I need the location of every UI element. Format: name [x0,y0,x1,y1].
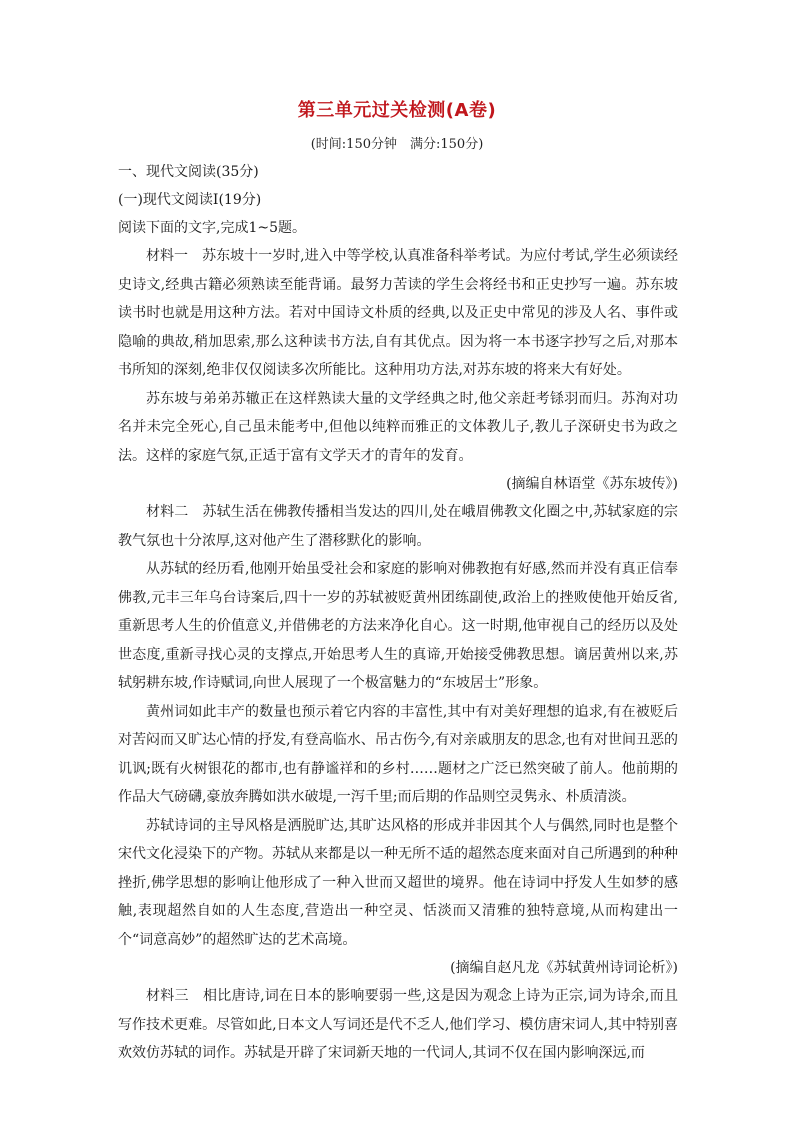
subsection-heading: (一)现代文阅读Ⅰ(19分) [118,192,262,208]
reading-instruction: 阅读下面的文字,完成1~5题。 [118,220,306,236]
document-body [118,158,678,1068]
material-1-paragraph-2: 苏东坡与弟弟苏辙正在这样熟读大量的文学经典之时,他父亲赶考铩羽而归。苏洵对功名并未完全死心,自己虽未能考中,但他以纯粹而雅正的文体教儿子,教儿子深研史书为政之法。这样的家庭气氛,正适于富有文学天才的青年的发育。 [118,390,678,464]
material-3-paragraph-1: 材料三 相比唐诗,词在日本的影响要弱一些,这是因为观念上诗为正宗,词为诗余,而且写作技术更难。尽管如此,日本文人写词还是代不乏人,他们学习、模仿唐宋词人,其中特别喜欢效仿苏轼的词作。苏轼是开辟了宋词新天地的一代词人,其词不仅在国内影响深远,而 [118,988,678,1061]
material-2-paragraph-4: 苏轼诗词的主导风格是洒脱旷达,其旷达风格的形成并非因其个人与偶然,同时也是整个宋代文化浸染下的产物。苏轼从来都是以一种无所不适的超然态度来面对自己所遇到的种种挫折,佛学思想的影响让他形成了一种入世而又超世的境界。他在诗词中抒发人生如梦的感触,表现超然自如的人生态度,营造出一种空灵、恬淡而又清雅的独特意境,从而构建出一个“词意高妙”的超然旷达的艺术高境。 [118,817,678,948]
section-heading: 一、现代文阅读(35分) [118,164,259,180]
material-2-paragraph-1: 材料二 苏轼生活在佛教传播相当发达的四川,处在峨眉佛教文化圈之中,苏轼家庭的宗教气氛也十分浓厚,这对他产生了潜移默化的影响。 [118,504,678,549]
material-2-paragraph-3: 黄州词如此丰产的数量也预示着它内容的丰富性,其中有对美好理想的追求,有在被贬后对苦闷而又旷达心情的抒发,有登高临水、吊古伤今,有对亲戚朋友的思念,也有对世间丑恶的讥讽;既有火树银花的都市,也有静谧祥和的乡村……题材之广泛已然突破了前人。他前期的作品大气磅礴,豪放奔腾如洪水破堤,一泻千里;而后期的作品则空灵隽永、朴质清淡。 [118,703,678,805]
material-1-paragraph-1: 材料一 苏东坡十一岁时,进入中等学校,认真准备科举考试。为应付考试,学生必须读经史诗文,经典古籍必须熟读至能背诵。最努力苦读的学生会将经书和正史抄写一遍。苏东坡读书时也就是用这种方法。若对中国诗文朴质的经典,以及正史中常见的涉及人名、事件或隐喻的典故,稍加思索,那么这种读书方法,自有其优点。因为将一本书逐字抄写之后,对那本书所知的深刻,绝非仅仅阅读多次所能比。这种用功方法,对苏东坡的将来大有好处。 [118,248,678,378]
exam-time-score: (时间:150分钟 满分:150分) [310,137,484,152]
page-title: 第三单元过关检测(A卷) [297,100,497,121]
material-1-source: (摘编自林语堂《苏东坡传》) [506,476,678,492]
material-2-source: (摘编自赵凡龙《苏轼黄州诗词论析》) [450,960,678,976]
material-2-paragraph-2: 从苏轼的经历看,他刚开始虽受社会和家庭的影响对佛教抱有好感,然而并没有真正信奉佛教,元丰三年乌台诗案后,四十一岁的苏轼被贬黄州团练副使,政治上的挫败使他开始反省,重新思考人生的价值意义,并借佛老的方法来净化自心。这一时期,他审视自己的经历以及处世态度,重新寻找心灵的支撑点,开始思考人生的真谛,开始接受佛教思想。谪居黄州以来,苏轼躬耕东坡,作诗赋词,向世人展现了一个极富魅力的“东坡居士”形象。 [118,561,678,691]
